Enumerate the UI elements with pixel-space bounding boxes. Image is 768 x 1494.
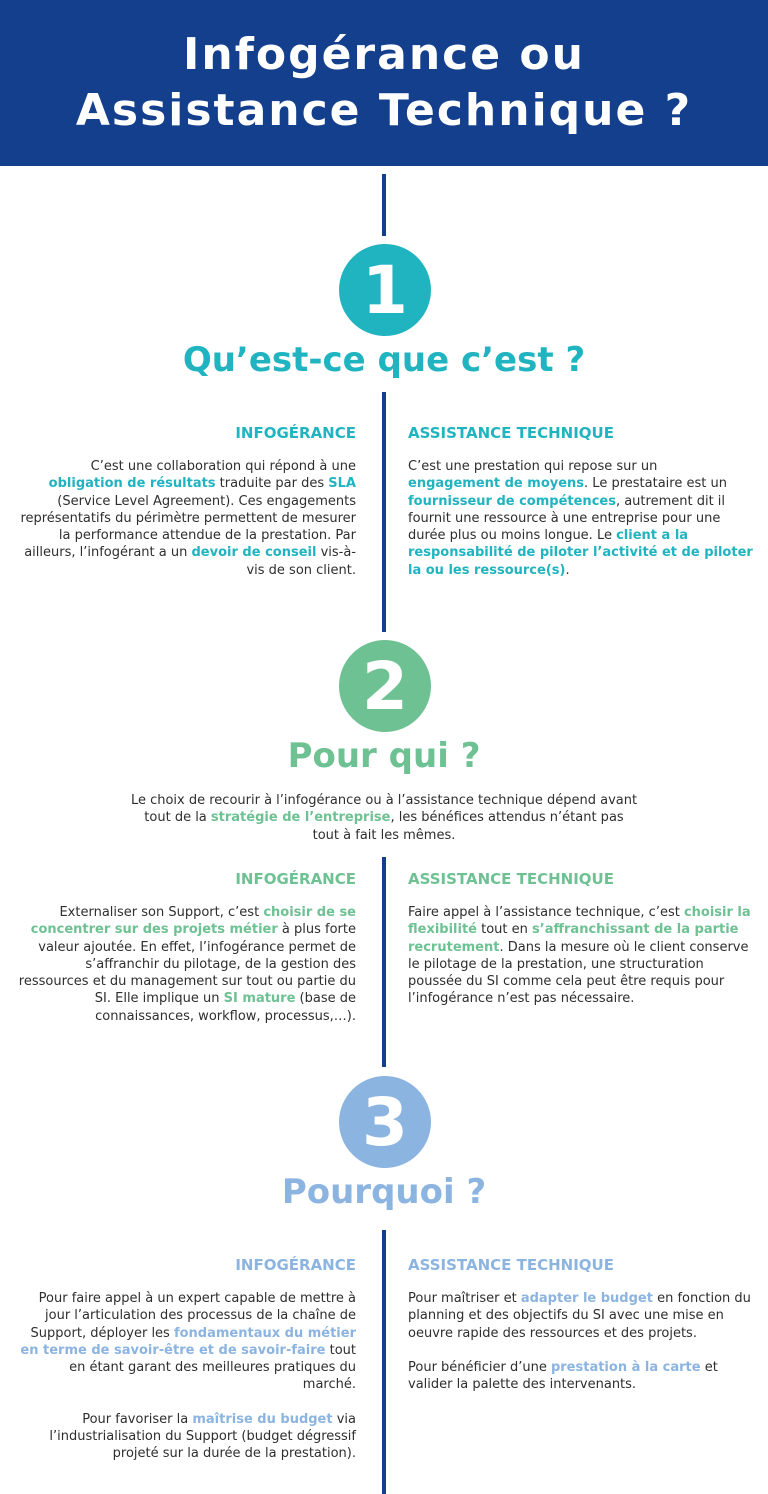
highlight: choisir la flexibilité: [408, 905, 751, 938]
highlight: client a la responsabilité de piloter l’activité et de piloter la ou les ressource(s): [408, 528, 753, 578]
section-2-left-text: Externaliser son Support, c’est choisir de se concentrer sur des projets métier à plus forte valeur ajoutée. En effet, l’infogérance permet de s’affranchir du pilotage, de la gestion des ressources et du management sur tout ou partie du SI. Elle implique un SI mature (base de connaissances, workflow, processus,…).: [18, 905, 356, 1024]
section-2-intro: Le choix de recourir à l’infogérance ou à l’assistance technique dépend avant tout de la stratégie de l’entreprise, les bénéfices attendus n’étant pas tout à fait les mêmes.: [130, 793, 638, 843]
highlight: choisir de se concentrer sur des projets métier: [30, 905, 356, 938]
highlight: prestation à la carte: [550, 1359, 701, 1375]
section-1-left-text: C’est une collaboration qui répond à une obligation de résultats traduite par des SLA (Service Level Agreement). Ces engagements représentatifs du périmètre permettent de mesurer la performance attendue de la prestation. Par ailleurs, l’infogérant a un devoir de conseil vis-à-vis de son client.: [20, 459, 356, 578]
section-2-right-heading: ASSISTANCE TECHNIQUE: [408, 870, 614, 888]
highlight: adapter le budget: [520, 1291, 653, 1306]
title-line-2: Assistance Technique ?: [75, 85, 693, 136]
section-1-number: 1: [362, 251, 408, 329]
section-2-left-heading: INFOGÉRANCE: [235, 870, 356, 888]
highlight: engagement de moyens: [408, 476, 585, 492]
section-2-right-text: Faire appel à l’assistance technique, c’est choisir la flexibilité tout en s’affranchissant de la partie recrutement. Dans la mesure où le client conserve le pilotage de la prestation, une structuration poussée du SI comme cela peut être requis pour l’infogérance n’est pas nécessaire.: [408, 905, 751, 1007]
section-1-right-text: C’est une prestation qui repose sur un engagement de moyens. Le prestataire est un fournisseur de compétences, autrement dit il fournit une ressource à une entreprise pour une durée plus ou moins longue. Le client a la responsabilité de piloter l’activité et de piloter la ou les ressource(s).: [408, 459, 753, 578]
section-3-left-text: Pour faire appel à un expert capable de mettre à jour l’articulation des processus de la chaîne de Support, déployer les fondamentaux du métier en terme de savoir-être et de savoir-faire tout en étant garant des meilleures pratiques du marché. Pour favoriser la maîtrise du budget via l’industrialisation du Support (budget dégressif projeté sur la durée de la prestation).: [20, 1291, 356, 1462]
section-1-right-heading: ASSISTANCE TECHNIQUE: [408, 424, 614, 442]
highlight: fournisseur de compétences: [408, 493, 616, 509]
timeline-line-2: [382, 392, 386, 632]
section-3-number: 3: [362, 1083, 408, 1161]
timeline-line-4: [382, 1230, 386, 1494]
page-header: [0, 0, 768, 166]
section-3-left-heading: INFOGÉRANCE: [235, 1256, 356, 1274]
timeline-line-1: [382, 174, 386, 236]
highlight: obligation de résultats: [48, 476, 216, 492]
section-3-number-circle: [339, 1076, 431, 1168]
section-2-number-circle: [339, 640, 431, 732]
highlight: maîtrise du budget: [192, 1411, 333, 1427]
section-1-number-circle: [339, 244, 431, 336]
highlight: fondamentaux du métier en terme de savoir-être et de savoir-faire: [20, 1325, 356, 1358]
highlight: stratégie de l’entreprise: [210, 810, 391, 826]
section-3-right-text: Pour maîtriser et adapter le budget en fonction du planning et des objectifs du SI avec une mise en oeuvre rapide des ressources et des projets. Pour bénéficier d’une prestation à la carte et valider la palette des intervenants.: [408, 1291, 751, 1393]
section-3-right-heading: ASSISTANCE TECHNIQUE: [408, 1256, 614, 1274]
title-line-1: Infogérance ou: [183, 29, 585, 80]
section-2-title: Pour qui ?: [287, 736, 481, 776]
section-1-left-heading: INFOGÉRANCE: [235, 424, 356, 442]
section-2-number: 2: [362, 647, 408, 725]
highlight: devoir de conseil: [191, 545, 317, 561]
highlight: SLA: [328, 476, 356, 492]
section-1-title: Qu’est-ce que c’est ?: [182, 340, 586, 380]
highlight: s’affranchissant de la partie recrutement: [408, 922, 739, 955]
highlight: SI mature: [223, 991, 296, 1007]
timeline-line-3: [382, 857, 386, 1067]
page-title: [76, 27, 692, 139]
section-3-title: Pourquoi ?: [281, 1172, 487, 1212]
